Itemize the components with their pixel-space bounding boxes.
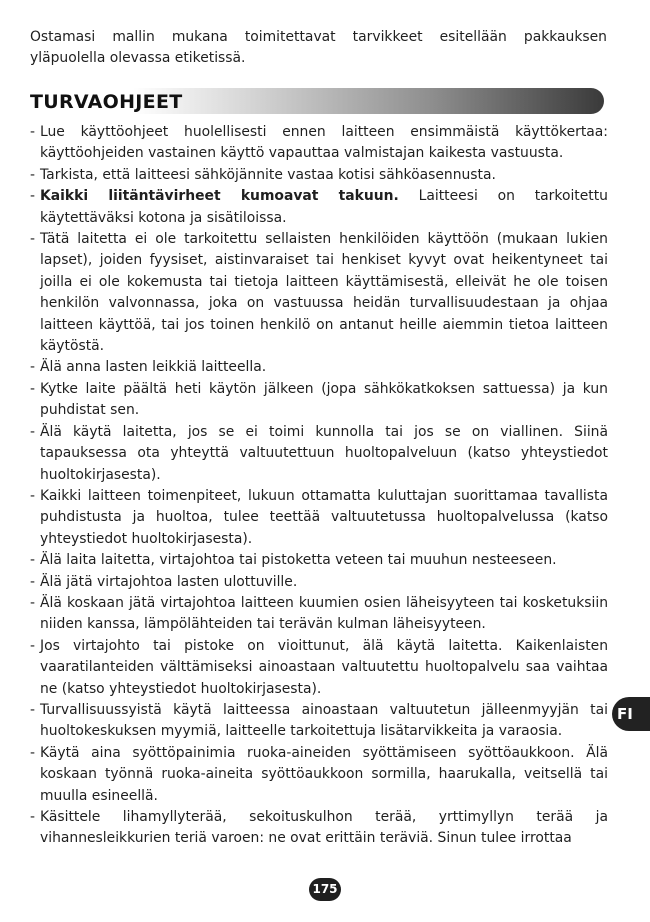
intro-paragraph: Ostamasi mallin mukana toimitettavat tarvikkeet esitellään pakkauksen yläpuolella olevassa etiketissä.	[30, 29, 607, 66]
page-number: 175	[312, 882, 338, 896]
list-item: - Jos virtajohto tai pistoke on vioittunut, älä käytä laitetta. Kaikenlaisten vaaratilanteiden välttämiseksi ainoastaan valtuutettu huoltopalvelu saa vaihtaa ne (katso yhteystiedot huoltokirjasesta).	[30, 637, 608, 697]
list-item: - Turvallisuussyistä käytä laitteessa ainoastaan valtuutetun jälleenmyyjän tai huoltokeskuksen myymiä, laitteelle tarkoitettuja lisätarvikkeita ja varaosia.	[30, 701, 608, 740]
list-item: - Älä käytä laitetta, jos se ei toimi kunnolla tai jos se on viallinen. Siinä tapauksessa ota yhteyttä valtuutettuun huoltopalveluun (katso yhteystiedot huoltokirjasesta).	[30, 423, 608, 483]
list-item: - Käytä aina syöttöpainimia ruoka-aineiden syöttämiseen syöttöaukkoon. Älä koskaan työnnä ruoka-aineita syöttöaukkoon sormilla, haarukalla, veitsellä tai muulla esineellä.	[30, 744, 608, 804]
list-item: - Älä jätä virtajohtoa lasten ulottuville.	[30, 573, 298, 590]
list-item: - Älä koskaan jätä virtajohtoa laitteen kuumien osien läheisyyteen tai kosketuksiin niiden kanssa, lämpölähteiden tai terävän kulman läheisyyteen.	[30, 594, 608, 633]
list-item: - Älä laita laitetta, virtajohtoa tai pistoketta veteen tai muuhun nesteeseen.	[30, 552, 557, 569]
language-tab-label: FI	[617, 705, 633, 723]
list-item: - Kaikki liitäntävirheet kumoavat takuun. Laitteesi on tarkoitettu käytettäväksi kotona ja sisätiloissa.	[30, 188, 608, 226]
list-item: - Lue käyttöohjeet huolellisesti ennen laitteen ensimmäistä käyttökertaa: käyttöohjeiden vastainen käyttö vapauttaa valmistajan kaikesta vastuusta.	[30, 124, 608, 162]
list-item: - Kytke laite päältä heti käytön jälkeen (jopa sähkökatkoksen sattuessa) ja kun puhdistat sen.	[30, 380, 608, 419]
list-item: - Tarkista, että laitteesi sähköjännite vastaa kotisi sähköasennusta.	[30, 166, 496, 183]
list-item: - Tätä laitetta ei ole tarkoitettu sellaisten henkilöiden käyttöön (mukaan lukien lapset), joiden fyysiset, aistinvaraiset tai henkiset kyvyt ovat heikentyneet tai joilla ei ole kokemusta tai tietoja laitteen käyttämisestä, elleivät he ole toisen henkilön valvonnassa, joka on vastuussa heidän turvallisuudestaan ja ohjaa laitteen käyttöä, tai jos toinen henkilö on antanut heille aiemmin tietoa laitteen käytöstä.	[30, 231, 608, 355]
list-item: - Käsittele lihamyllyterää, sekoituskulhon terää, yrttimyllyn terää ja vihannesleikkurien teriä varoen: ne ovat erittäin teräviä. Sinun tulee irrottaa	[30, 809, 608, 847]
section-heading: TURVAOHJEET	[30, 91, 183, 113]
list-item: - Älä anna lasten leikkiä laitteella.	[30, 359, 267, 376]
safety-instructions-list	[30, 122, 608, 850]
list-item: - Kaikki laitteen toimenpiteet, lukuun ottamatta kuluttajan suorittamaa tavallista puhdistusta ja huoltoa, tulee teettää valtuutetussa huoltopalvelussa (katso yhteystiedot huoltokirjasesta).	[30, 487, 608, 547]
